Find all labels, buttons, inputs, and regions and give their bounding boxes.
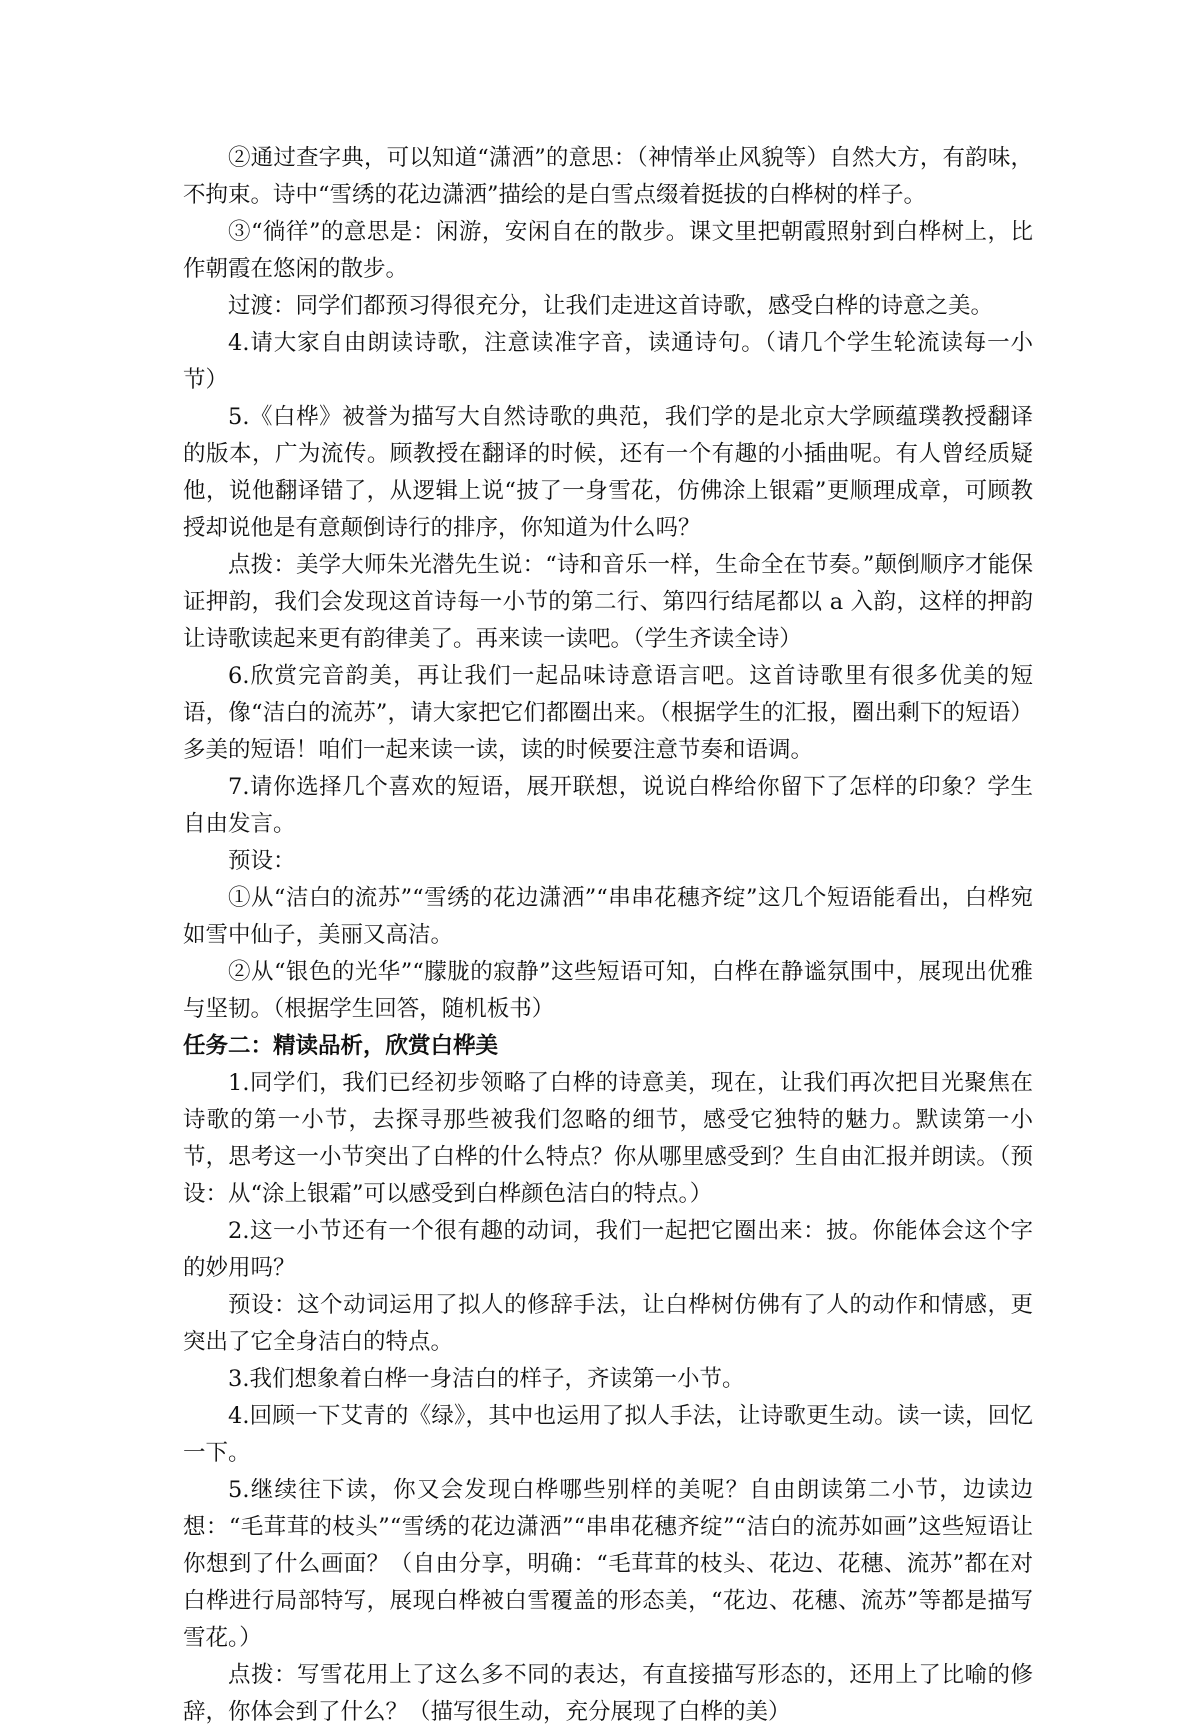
paragraph: ②通过查字典，可以知道“潇洒”的意思：（神情举止风貌等）自然大方，有韵味，不拘束。诗中“雪绣的花边潇洒”描绘的是白雪点缀着挺拔的白桦树的样子。	[183, 145, 1033, 208]
paragraph: 5.继续往下读，你又会发现白桦哪些别样的美呢？自由朗读第二小节，边读边想：“毛茸茸的枝头”“雪绣的花边潇洒”“串串花穗齐绽”“洁白的流苏如画”这些短语让你想到了什么画面？（自由分享，明确：“毛茸茸的枝头、花边、花穗、流苏”都在对白桦进行局部特写，展现白桦被白雪覆盖的形态美，“花边、花穗、流苏”等都是描写雪花。）	[183, 1477, 1033, 1651]
paragraph: 3.我们想象着白桦一身洁白的样子，齐读第一小节。	[228, 1366, 745, 1392]
section-heading: 任务二：精读品析，欣赏白桦美	[183, 1033, 499, 1059]
paragraph: 预设：	[228, 848, 296, 874]
paragraph: 6.欣赏完音韵美，再让我们一起品味诗意语言吧。这首诗歌里有很多优美的短语，像“洁白的流苏”，请大家把它们都圈出来。（根据学生的汇报，圈出剩下的短语）多美的短语！咱们一起来读一读，读的时候要注意节奏和语调。	[183, 663, 1033, 763]
paragraph: ②从“银色的光华”“朦胧的寂静”这些短语可知，白桦在静谧氛围中，展现出优雅与坚韧。（根据学生回答，随机板书）	[183, 959, 1033, 1022]
document-body	[183, 140, 1033, 1731]
paragraph: 7.请你选择几个喜欢的短语，展开联想，说说白桦给你留下了怎样的印象？学生自由发言。	[183, 774, 1033, 837]
paragraph: 1.同学们，我们已经初步领略了白桦的诗意美，现在，让我们再次把目光聚焦在诗歌的第一小节，去探寻那些被我们忽略的细节，感受它独特的魅力。默读第一小节，思考这一小节突出了白桦的什么特点？你从哪里感受到？生自由汇报并朗读。（预设：从“涂上银霜”可以感受到白桦颜色洁白的特点。）	[183, 1070, 1033, 1207]
paragraph: 预设：这个动词运用了拟人的修辞手法，让白桦树仿佛有了人的动作和情感，更突出了它全身洁白的特点。	[183, 1292, 1033, 1355]
paragraph: 4.回顾一下艾青的《绿》，其中也运用了拟人手法，让诗歌更生动。读一读，回忆一下。	[183, 1403, 1033, 1466]
paragraph: 5.《白桦》被誉为描写大自然诗歌的典范，我们学的是北京大学顾蕴璞教授翻译的版本，广为流传。顾教授在翻译的时候，还有一个有趣的小插曲呢。有人曾经质疑他，说他翻译错了，从逻辑上说“披了一身雪花，仿佛涂上银霜”更顺理成章，可顾教授却说他是有意颠倒诗行的排序，你知道为什么吗？	[183, 404, 1033, 541]
paragraph: ③“徜徉”的意思是：闲游，安闲自在的散步。课文里把朝霞照射到白桦树上，比作朝霞在悠闲的散步。	[183, 219, 1033, 282]
paragraph: 2.这一小节还有一个很有趣的动词，我们一起把它圈出来：披。你能体会这个字的妙用吗？	[183, 1218, 1033, 1281]
paragraph: ①从“洁白的流苏”“雪绣的花边潇洒”“串串花穗齐绽”这几个短语能看出，白桦宛如雪中仙子，美丽又高洁。	[183, 885, 1033, 948]
paragraph: 4.请大家自由朗读诗歌，注意读准字音，读通诗句。（请几个学生轮流读每一小节）	[183, 330, 1033, 393]
paragraph: 点拨：美学大师朱光潜先生说：“诗和音乐一样，生命全在节奏。”颠倒顺序才能保证押韵，我们会发现这首诗每一小节的第二行、第四行结尾都以 a 入韵，这样的押韵让诗歌读起来更有韵律美了。再来读一读吧。（学生齐读全诗）	[183, 552, 1033, 652]
paragraph: 过渡：同学们都预习得很充分，让我们走进这首诗歌，感受白桦的诗意之美。	[228, 293, 994, 319]
paragraph: 点拨：写雪花用上了这么多不同的表达，有直接描写形态的，还用上了比喻的修辞，你体会到了什么？（描写很生动，充分展现了白桦的美）	[183, 1662, 1033, 1725]
